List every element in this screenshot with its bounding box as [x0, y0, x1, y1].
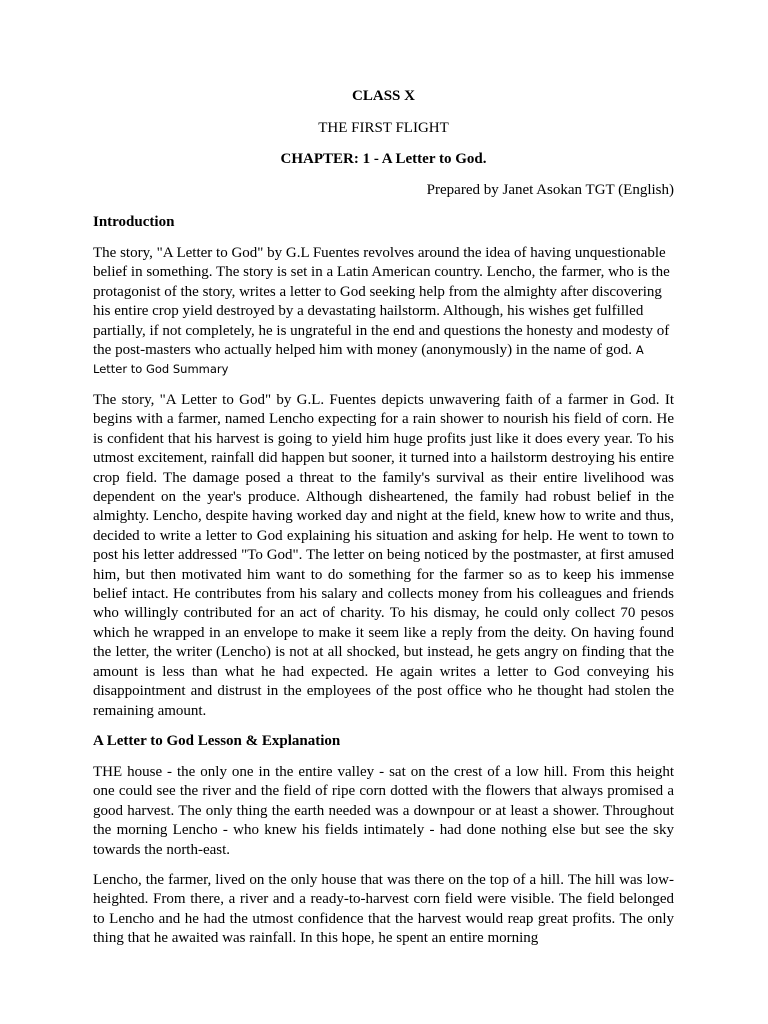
prepared-by: Prepared by Janet Asokan TGT (English)	[426, 182, 674, 198]
introduction-text: The story, "A Letter to God" by G.L Fuentes revolves around the idea of having unquestionable belief in something. The story is set in a Latin American country. Lencho, the farmer, who is the protagonist of the story, writes a letter to God seeking help from the almighty after discovering his entire crop yield destroyed by a devastating hailstorm. Although, his wishes get fulfilled partially, if not completely, he is ungrateful in the end and questions the honesty and modesty of the post-masters who actually helped him with money (anonymously) in the name of god.	[93, 245, 670, 359]
summary-paragraph: The story, "A Letter to God" by G.L. Fuentes depicts unwavering faith of a farmer in God. It begins with a farmer, named Lencho expecting for a rain shower to nourish his field of corn. He is confident that his harvest is going to yield him huge profits just like it does every year. To his utmost excitement, rainfall did happen but sooner, it turned into a hailstorm destroying his entire crop field. The damage posed a threat to the family's survival as their entire livelihood was dependent on the year's produce. Although disheartened, the family had robust belief in the almighty. Lencho, despite having worked day and night at the field, knew how to write and thus, decided to write a letter to God explaining his situation and asking for help. He went to town to post his letter addressed "To God". The letter on being noticed by the postmaster, at first amused him, but then motivated him want to do something for the farmer so as to keep his immense belief intact. He contributes from his salary and collects money from his colleagues and friends who willingly contributed for an act of charity. To his dismay, he could only collect 70 pesos which he wrapped in an envelope to make it seem like a reply from the deity. On having found the letter, the writer (Lencho) is not at all shocked, but instead, he gets angry on finding that the amount is less than what he had expected. He again writes a letter to God conveying his disappointment and distrust in the employees of the post office who he thought had stolen the remaining amount.	[93, 392, 674, 719]
summary-note: A Letter to God Summary	[93, 343, 644, 377]
lesson-heading: A Letter to God Lesson & Explanation	[93, 733, 341, 749]
lesson-paragraph-1: THE house - the only one in the entire valley - sat on the crest of a low hill. From this height one could see the river and the field of ripe corn dotted with the flowers that always promised a good harvest. The only thing the earth needed was a downpour or at least a shower. Throughout the morning Lencho - who knew his fields intimately - had done nothing else but see the sky towards the north-east.	[93, 764, 674, 858]
book-title: THE FIRST FLIGHT	[318, 120, 449, 136]
class-label: CLASS X	[352, 88, 415, 104]
lesson-paragraph-2: Lencho, the farmer, lived on the only house that was there on the top of a hill. The hill was low-heighted. From there, a river and a ready-to-harvest corn field were visible. The field belonged to Lencho and he had the utmost confidence that the harvest would reap great profits. The only thing that he awaited was rainfall. In this hope, he spent an entire morning	[93, 872, 674, 947]
introduction-heading: Introduction	[93, 214, 175, 230]
chapter-title: CHAPTER: 1 - A Letter to God.	[280, 151, 487, 167]
introduction-paragraph	[93, 244, 674, 380]
